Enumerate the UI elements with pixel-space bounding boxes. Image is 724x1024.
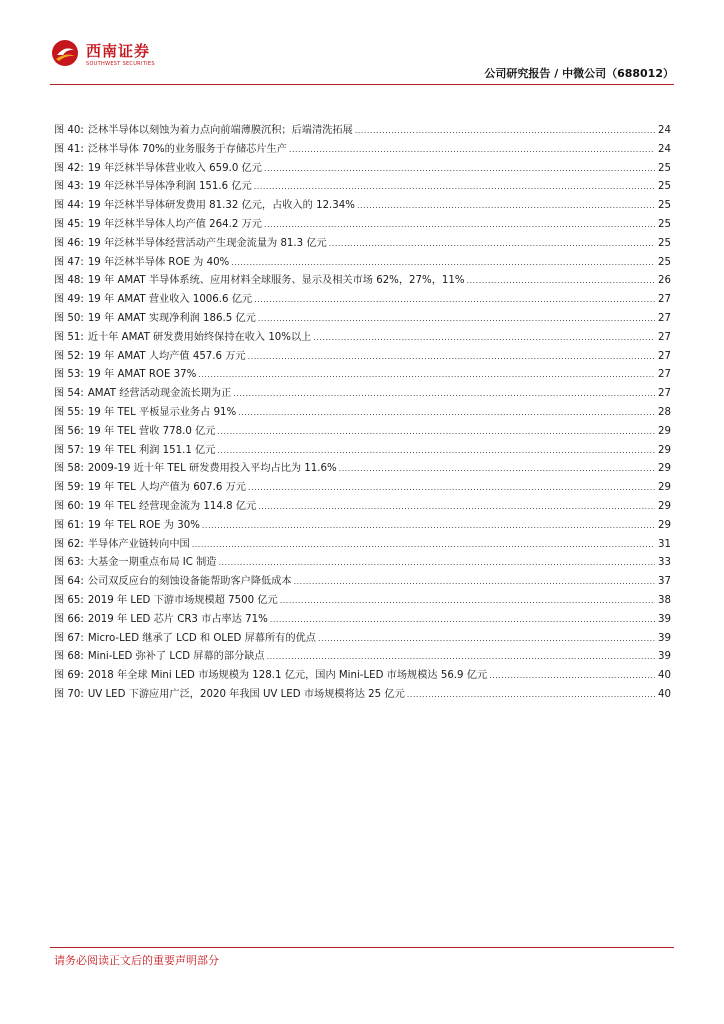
toc-figure-title: 19 年 AMAT 人均产值 457.6 万元 (87, 350, 246, 362)
toc-figure-title: 19 年泛林半导体 ROE 为 40% (87, 256, 230, 268)
toc-dot-leader (489, 671, 655, 680)
toc-entry[interactable] (54, 121, 671, 140)
toc-dot-leader (355, 126, 655, 135)
logo-text-en: SOUTHWEST SECURITIES (86, 61, 155, 67)
toc-dot-leader (294, 577, 655, 586)
toc-figure-label: 图 52: (54, 350, 84, 362)
toc-dot-leader (270, 615, 655, 624)
toc-dot-leader (254, 182, 655, 191)
report-info: 公司研究报告 / 中微公司（688012） (484, 67, 674, 80)
toc-dot-leader (248, 483, 655, 492)
toc-dot-leader (289, 145, 655, 154)
toc-entry[interactable] (54, 253, 671, 272)
toc-entry[interactable] (54, 666, 671, 685)
toc-dot-leader (264, 220, 655, 229)
toc-figure-label: 图 45: (54, 218, 84, 230)
toc-figure-label: 图 65: (54, 594, 84, 606)
toc-page-number: 37 (658, 576, 671, 588)
toc-figure-label: 图 59: (54, 482, 84, 494)
page-header (50, 36, 674, 88)
toc-page-number: 38 (658, 594, 671, 606)
toc-figure-label: 图 51: (54, 331, 84, 343)
toc-dot-leader (467, 276, 655, 285)
toc-page-number: 25 (658, 200, 671, 212)
toc-page-number: 29 (658, 425, 671, 437)
toc-figure-title: 2009-19 近十年 TEL 研发费用投入平均占比为 11.6% (87, 463, 337, 475)
toc-entry[interactable] (54, 271, 671, 290)
toc-entry[interactable] (54, 347, 671, 366)
toc-page-number: 24 (658, 125, 671, 136)
toc-page-number: 40 (658, 670, 671, 682)
toc-figure-title: 19 年 TEL 平板显示业务占 91% (87, 406, 237, 418)
toc-figure-title: 19 年 AMAT 半导体系统、应用材料全球服务、显示及相关市场 62%，27%，11% (87, 275, 465, 287)
toc-page-number: 33 (658, 557, 671, 569)
toc-figure-label: 图 48: (54, 275, 84, 287)
toc-figure-label: 图 53: (54, 369, 84, 381)
toc-figure-label: 图 47: (54, 256, 84, 268)
toc-figure-label: 图 54: (54, 388, 84, 400)
toc-figure-label: 图 43: (54, 181, 84, 193)
toc-figure-label: 图 56: (54, 425, 84, 437)
toc-page-number: 39 (658, 632, 671, 644)
toc-entry[interactable] (54, 234, 671, 253)
toc-entry[interactable] (54, 290, 671, 309)
toc-dot-leader (254, 295, 655, 304)
toc-figure-label: 图 70: (54, 688, 84, 700)
toc-dot-leader (339, 464, 655, 473)
toc-page-number: 27 (658, 312, 671, 324)
toc-figure-label: 图 66: (54, 613, 84, 625)
toc-page-number: 29 (658, 519, 671, 531)
toc-entry[interactable] (54, 365, 671, 384)
toc-entry[interactable] (54, 422, 671, 441)
toc-figure-label: 图 58: (54, 463, 84, 475)
toc-entry[interactable] (54, 516, 671, 535)
toc-figure-title: 19 年 TEL 人均产值为 607.6 万元 (87, 482, 246, 494)
toc-figure-label: 图 50: (54, 312, 84, 324)
toc-figure-title: 2018 年全球 Mini LED 市场规模为 128.1 亿元，国内 Mini-LED 市场规模达 56.9 亿元 (87, 670, 488, 682)
toc-page-number: 40 (658, 688, 671, 700)
toc-entry[interactable] (54, 478, 671, 497)
toc-figure-label: 图 46: (54, 237, 84, 249)
southwest-securities-logo-icon (50, 38, 80, 68)
toc-figure-label: 图 55: (54, 406, 84, 418)
toc-entry[interactable] (54, 403, 671, 422)
toc-entry[interactable] (54, 215, 671, 234)
toc-figure-title: 19 年 AMAT 实现净利润 186.5 亿元 (87, 312, 256, 324)
toc-figure-title: 19 年泛林半导体人均产值 264.2 万元 (87, 218, 262, 230)
toc-figure-label: 图 49: (54, 294, 84, 306)
toc-page-number: 27 (658, 388, 671, 400)
toc-entry[interactable] (54, 497, 671, 516)
toc-dot-leader (217, 427, 655, 436)
toc-entry[interactable] (54, 441, 671, 460)
toc-figure-label: 图 60: (54, 500, 84, 512)
toc-page-number: 25 (658, 237, 671, 249)
toc-figure-label: 图 67: (54, 632, 84, 644)
toc-figure-label: 图 41: (54, 143, 84, 155)
toc-figure-title: 19 年泛林半导体研发费用 81.32 亿元，占收入的 12.34% (87, 200, 355, 212)
toc-dot-leader (248, 352, 655, 361)
toc-page-number: 39 (658, 613, 671, 625)
toc-figure-title: 大基金一期重点布局 IC 制造 (87, 557, 217, 569)
company-logo (50, 36, 180, 76)
toc-figure-title: 泛林半导体以刻蚀为着力点向前端薄膜沉积；后端清洗拓展 (87, 125, 353, 136)
toc-entry[interactable] (54, 629, 671, 648)
toc-entry[interactable] (54, 384, 671, 403)
toc-page-number: 29 (658, 463, 671, 475)
toc-entry[interactable] (54, 647, 671, 666)
toc-page-number: 29 (658, 444, 671, 456)
toc-entry[interactable] (54, 140, 671, 159)
toc-figure-title: 泛林半导体 70%的业务服务于存储芯片生产 (87, 143, 287, 155)
toc-page-number: 27 (658, 331, 671, 343)
toc-entry[interactable] (54, 328, 671, 347)
toc-figure-label: 图 62: (54, 538, 84, 550)
toc-page-number: 39 (658, 651, 671, 663)
toc-entry[interactable] (54, 196, 671, 215)
toc-page-number: 24 (658, 143, 671, 155)
toc-figure-title: 19 年泛林半导体营业收入 659.0 亿元 (87, 162, 262, 174)
toc-entry[interactable] (54, 572, 671, 591)
toc-entry[interactable] (54, 553, 671, 572)
toc-figure-label: 图 69: (54, 670, 84, 682)
toc-dot-leader (258, 314, 655, 323)
toc-dot-leader (258, 502, 655, 511)
toc-page-number: 25 (658, 256, 671, 268)
toc-figure-label: 图 64: (54, 576, 84, 588)
toc-figure-title: Micro-LED 继承了 LCD 和 OLED 屏幕所有的优点 (87, 632, 316, 644)
toc-page-number: 29 (658, 482, 671, 494)
toc-figure-title: AMAT 经营活动现金流长期为正 (87, 388, 232, 400)
toc-page-number: 29 (658, 500, 671, 512)
toc-page-number: 27 (658, 294, 671, 306)
toc-figure-title: 19 年泛林半导体净利润 151.6 亿元 (87, 181, 252, 193)
figure-table-of-contents (54, 121, 671, 704)
toc-figure-label: 图 68: (54, 651, 84, 663)
toc-figure-label: 图 63: (54, 557, 84, 569)
toc-dot-leader (267, 652, 655, 661)
toc-figure-label: 图 42: (54, 162, 84, 174)
toc-entry[interactable] (54, 535, 671, 554)
toc-page-number: 28 (658, 406, 671, 418)
toc-figure-label: 图 40: (54, 125, 84, 136)
toc-figure-title: 19 年 TEL 利润 151.1 亿元 (87, 444, 216, 456)
toc-dot-leader (329, 239, 655, 248)
toc-page-number: 25 (658, 181, 671, 193)
toc-entry[interactable] (54, 159, 671, 178)
toc-page-number: 31 (658, 538, 671, 550)
toc-entry[interactable] (54, 309, 671, 328)
toc-figure-title: 公司双反应台的刻蚀设备能帮助客户降低成本 (87, 576, 292, 588)
toc-entry[interactable] (54, 685, 671, 704)
toc-dot-leader (233, 389, 655, 398)
toc-dot-leader (357, 201, 655, 210)
toc-figure-title: Mini-LED 弥补了 LCD 屏幕的部分缺点 (87, 651, 265, 663)
header-divider (50, 84, 674, 85)
toc-dot-leader (318, 634, 655, 643)
toc-dot-leader (192, 540, 655, 549)
toc-figure-title: 19 年 TEL 营收 778.0 亿元 (87, 425, 216, 437)
toc-dot-leader (238, 408, 655, 417)
toc-dot-leader (280, 596, 655, 605)
toc-page-number: 25 (658, 218, 671, 230)
footer-divider (50, 947, 674, 948)
toc-entry[interactable] (54, 610, 671, 629)
toc-page-number: 26 (658, 275, 671, 287)
toc-figure-title: 19 年泛林半导体经营活动产生现金流量为 81.3 亿元 (87, 237, 327, 249)
toc-dot-leader (217, 446, 655, 455)
toc-page-number: 27 (658, 350, 671, 362)
toc-figure-title: 2019 年 LED 芯片 CR3 市占率达 71% (87, 613, 268, 625)
toc-entry[interactable] (54, 591, 671, 610)
toc-figure-title: 19 年 AMAT 营业收入 1006.6 亿元 (87, 294, 253, 306)
footer-disclaimer: 请务必阅读正文后的重要声明部分 (54, 954, 219, 967)
toc-dot-leader (264, 164, 655, 173)
toc-dot-leader (313, 333, 655, 342)
toc-page-number: 25 (658, 162, 671, 174)
toc-entry[interactable] (54, 177, 671, 196)
toc-dot-leader (198, 370, 655, 379)
logo-text-cn: 西南证券 (86, 42, 151, 60)
toc-entry[interactable] (54, 459, 671, 478)
toc-figure-title: 19 年 AMAT ROE 37% (87, 369, 197, 381)
toc-figure-label: 图 57: (54, 444, 84, 456)
toc-dot-leader (407, 690, 655, 699)
toc-figure-title: 19 年 TEL 经营现金流为 114.8 亿元 (87, 500, 257, 512)
toc-figure-title: 近十年 AMAT 研发费用始终保持在收入 10%以上 (87, 331, 312, 343)
toc-dot-leader (202, 521, 655, 530)
toc-dot-leader (218, 558, 655, 567)
toc-figure-label: 图 61: (54, 519, 84, 531)
toc-figure-title: 19 年 TEL ROE 为 30% (87, 519, 200, 531)
toc-figure-title: UV LED 下游应用广泛，2020 年我国 UV LED 市场规模将达 25 亿元 (87, 688, 405, 700)
toc-figure-title: 半导体产业链转向中国 (87, 538, 190, 550)
toc-figure-title: 2019 年 LED 下游市场规模超 7500 亿元 (87, 594, 278, 606)
toc-page-number: 27 (658, 369, 671, 381)
toc-figure-label: 图 44: (54, 200, 84, 212)
toc-dot-leader (231, 258, 655, 267)
